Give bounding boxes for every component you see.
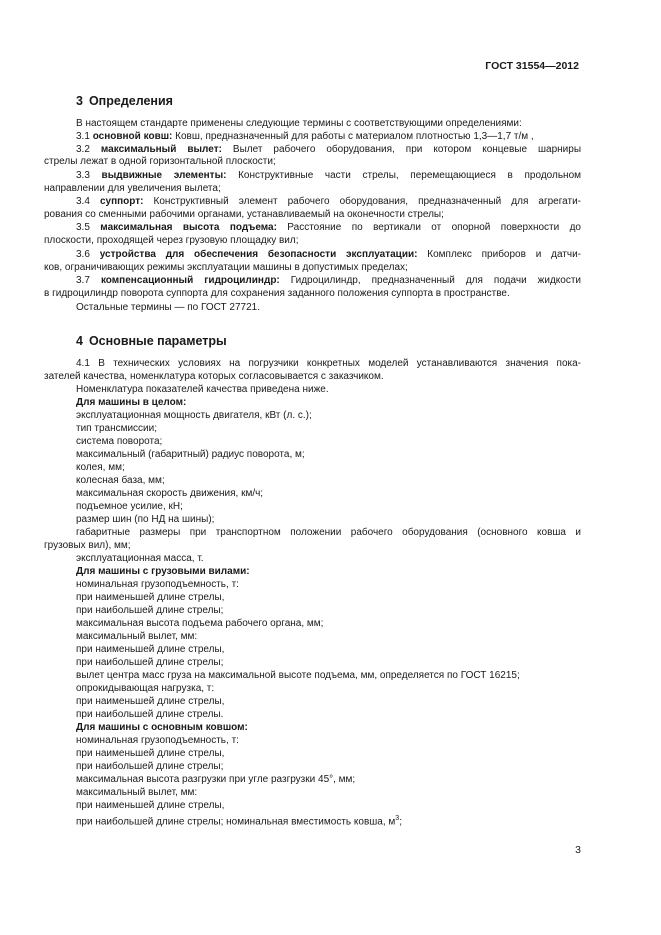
list-item: подъемное усилие, кН; <box>76 501 183 512</box>
list-item: система поворота; <box>76 436 163 447</box>
list-item: при наименьшей длине стрелы, <box>76 592 225 603</box>
term-3-6: 3.6 устройства для обеспечения безопасности эксплуатации: Комплекс приборов и датчи- <box>76 249 582 260</box>
group-heading-whole-machine: Для машины в целом: <box>76 397 187 408</box>
list-item: максимальная скорость движения, км/ч; <box>76 488 264 499</box>
page-number: 3 <box>575 844 581 856</box>
list-item: при наибольшей длине стрелы; <box>76 761 224 772</box>
list-item: тип трансмиссии; <box>76 423 157 434</box>
term-3-3-cont: направлении для увеличения вылета; <box>44 183 221 194</box>
list-item: номинальная грузоподъемность, т: <box>76 579 239 590</box>
list-item: колесная база, мм; <box>76 475 165 486</box>
term-3-3: 3.3 выдвижные элементы: Конструктивные части стрелы, перемещающиеся в продольном <box>76 170 582 181</box>
sec3-other-terms: Остальные термины — по ГОСТ 27721. <box>76 302 260 313</box>
list-item: размер шин (по НД на шины); <box>76 514 215 525</box>
document-header: ГОСТ 31554—2012 <box>485 60 579 72</box>
section-number: 4 <box>76 334 83 348</box>
list-item: при наименьшей длине стрелы, <box>76 644 225 655</box>
list-item: максимальный (габаритный) радиус поворота, м; <box>76 449 305 460</box>
group-heading-bucket: Для машины с основным ковшом: <box>76 722 248 733</box>
para-4-1-cont: зателей качества, номенклатура которых согласовывается с заказчиком. <box>44 371 384 382</box>
list-item: колея, мм; <box>76 462 125 473</box>
list-item: эксплуатационная мощность двигателя, кВт (л. с.); <box>76 410 312 421</box>
nomenclature-note: Номенклатура показателей качества приведена ниже. <box>76 384 329 395</box>
list-item: опрокидывающая нагрузка, т: <box>76 683 215 694</box>
term-3-7: 3.7 компенсационный гидроцилиндр: Гидроцилиндр, предназначенный для подачи жидкости <box>76 275 581 286</box>
list-item: вылет центра масс груза на максимальной высоте подъема, мм, определяется по ГОСТ 16215; <box>76 670 520 681</box>
term-3-1: 3.1 основной ковш: Ковш, предназначенный для работы с материалом плотностью 1,3—1,7 т/м , <box>76 131 534 142</box>
term-3-5-cont: плоскости, проходящей через грузовую площадку вил; <box>44 235 299 246</box>
term-3-5: 3.5 максимальная высота подъема: Расстояние по вертикали от опорной поверхности до <box>76 222 581 233</box>
list-item: при наименьшей длине стрелы, <box>76 696 225 707</box>
section-4-heading <box>76 334 227 348</box>
group-heading-forks: Для машины с грузовыми вилами: <box>76 566 250 577</box>
sec3-intro: В настоящем стандарте применены следующие термины с соответствующими определениями: <box>76 118 522 129</box>
list-item: эксплуатационная масса, т. <box>76 553 204 564</box>
term-3-4-cont: рования со сменными рабочими органами, устанавливаемый на оконечности стрелы; <box>44 209 444 220</box>
list-item: максимальный вылет, мм: <box>76 631 198 642</box>
section-number: 3 <box>76 94 83 108</box>
term-3-2-cont: стрелы лежат в одной горизонтальной плоскости; <box>44 156 276 167</box>
list-item: номинальная грузоподъемность, т: <box>76 735 239 746</box>
section-title: Определения <box>88 94 173 108</box>
list-item: максимальный вылет, мм: <box>76 787 198 798</box>
term-3-7-cont: в гидроцилиндр поворота суппорта для сохранения заданного положения суппорта в пространстве. <box>44 288 510 299</box>
section-3-heading <box>76 94 173 108</box>
list-item: при наибольшей длине стрелы; <box>76 605 224 616</box>
list-item-dimensions: габаритные размеры при транспортном положении рабочего оборудования (основного ковша и <box>76 527 581 538</box>
section-title: Основные параметры <box>88 334 227 348</box>
para-4-1: 4.1 В технических условиях на погрузчики конкретных моделей устанавливаются значения пока- <box>76 358 581 369</box>
list-item: при наибольшей длине стрелы; <box>76 657 224 668</box>
list-item: при наименьшей длине стрелы, <box>76 748 225 759</box>
list-item: при наибольшей длине стрелы; номинальная вместимость ковша, $м^3$; <box>76 815 402 828</box>
list-item: при наименьшей длине стрелы, <box>76 800 225 811</box>
list-item: максимальная высота подъема рабочего органа, мм; <box>76 618 324 629</box>
list-item: максимальная высота разгрузки при угле разгрузки 45°, мм; <box>76 774 356 785</box>
list-item: при наибольшей длине стрелы. <box>76 709 224 720</box>
term-3-6-cont: ков, ограничивающих режимы эксплуатации машины в допустимых пределах; <box>44 262 408 273</box>
term-3-4: 3.4 суппорт: Конструктивный элемент рабочего оборудования, предназначенный для агрегати- <box>76 196 581 207</box>
term-3-2: 3.2 максимальный вылет: Вылет рабочего оборудования, при котором концевые шарниры <box>76 144 582 155</box>
list-item-dimensions-cont: грузовых вил), мм; <box>44 540 131 551</box>
